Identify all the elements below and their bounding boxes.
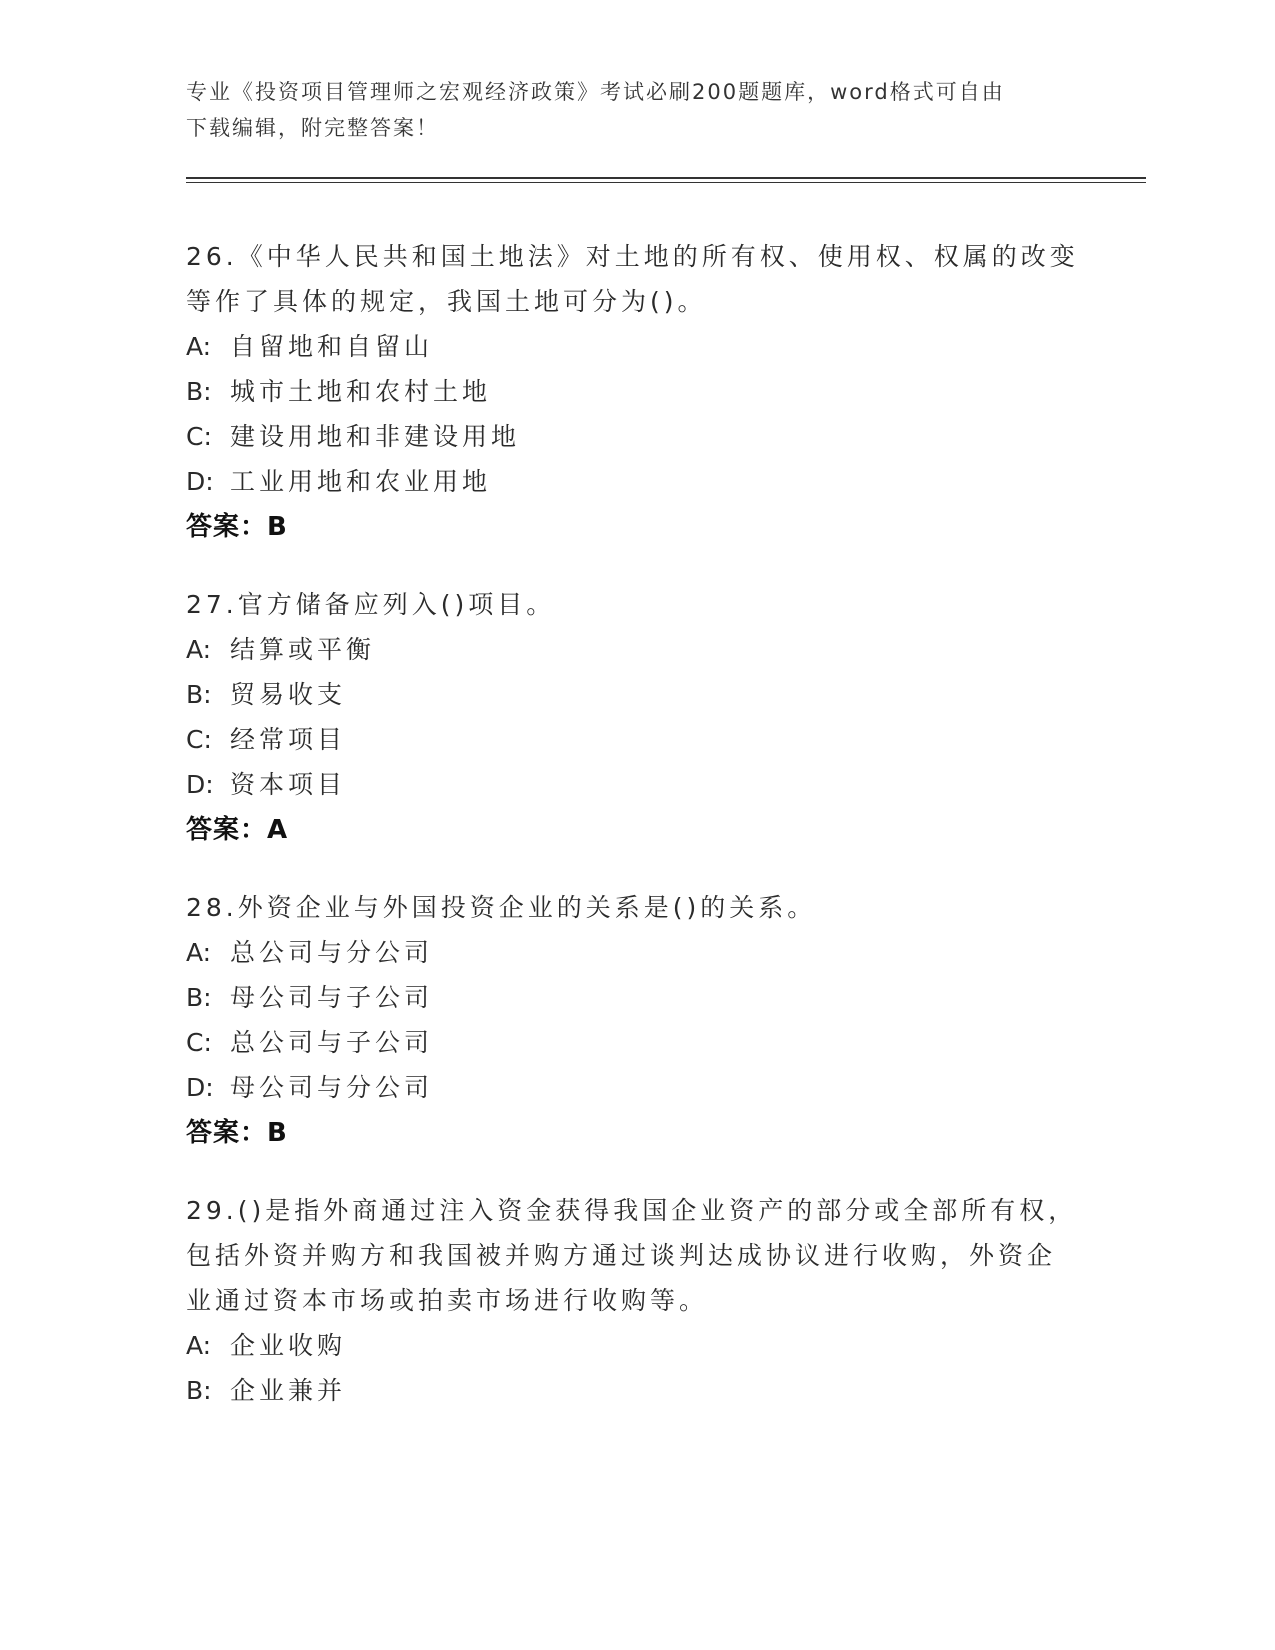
option-a <box>186 930 1086 975</box>
question-27 <box>186 582 1086 853</box>
option-text: 企业收购 <box>230 1331 347 1360</box>
option-b <box>186 672 1086 717</box>
question-28 <box>186 885 1086 1156</box>
option-text: 经常项目 <box>230 725 347 754</box>
option-d <box>186 1065 1086 1110</box>
option-b <box>186 1368 1086 1413</box>
option-text: 自留地和自留山 <box>230 332 434 361</box>
stem-line: 等作了具体的规定，我国土地可分为()。 <box>186 287 707 316</box>
question-26 <box>186 234 1086 550</box>
option-a <box>186 627 1086 672</box>
question-stem <box>186 885 1086 930</box>
stem-line: 28.外资企业与外国投资企业的关系是()的关系。 <box>186 893 817 922</box>
answer: 答案：A <box>186 815 289 845</box>
option-label: D: <box>186 770 214 799</box>
option-label: C: <box>186 422 212 451</box>
stem-line: 包括外资并购方和我国被并购方通过谈判达成协议进行收购，外资企 <box>186 1241 1057 1270</box>
option-text: 企业兼并 <box>230 1376 347 1405</box>
option-label: D: <box>186 1073 214 1102</box>
option-label: B: <box>186 377 212 406</box>
option-text: 母公司与分公司 <box>230 1073 434 1102</box>
option-text: 贸易收支 <box>230 680 347 709</box>
option-label: D: <box>186 467 214 496</box>
option-text: 母公司与子公司 <box>230 983 434 1012</box>
option-label: B: <box>186 1376 212 1405</box>
stem-line: 27.官方储备应列入()项目。 <box>186 590 556 619</box>
answer: 答案：B <box>186 512 288 542</box>
option-text: 总公司与分公司 <box>230 938 434 967</box>
option-d <box>186 459 1086 504</box>
question-stem <box>186 582 1086 627</box>
option-text: 城市土地和农村土地 <box>230 377 492 406</box>
option-d <box>186 762 1086 807</box>
option-c <box>186 717 1086 762</box>
option-label: A: <box>186 332 212 361</box>
stem-line: 业通过资本市场或拍卖市场进行收购等。 <box>186 1286 709 1315</box>
document-header <box>186 74 1086 146</box>
question-29 <box>186 1188 1086 1413</box>
header-line-2: 下载编辑，附完整答案！ <box>186 116 439 140</box>
option-label: A: <box>186 1331 212 1360</box>
option-label: A: <box>186 938 212 967</box>
option-a <box>186 324 1086 369</box>
question-stem <box>186 234 1086 324</box>
option-c <box>186 414 1086 459</box>
option-text: 建设用地和非建设用地 <box>230 422 521 451</box>
option-label: B: <box>186 983 212 1012</box>
answer: 答案：B <box>186 1118 288 1148</box>
header-line-1: 专业《投资项目管理师之宏观经济政策》考试必刷200题题库，word格式可自由 <box>186 80 1005 104</box>
option-text: 资本项目 <box>230 770 347 799</box>
option-label: B: <box>186 680 212 709</box>
option-label: C: <box>186 725 212 754</box>
option-text: 总公司与子公司 <box>230 1028 434 1057</box>
option-c <box>186 1020 1086 1065</box>
stem-line: 26.《中华人民共和国土地法》对土地的所有权、使用权、权属的改变 <box>186 242 1079 271</box>
option-label: C: <box>186 1028 212 1057</box>
option-b <box>186 369 1086 414</box>
option-text: 工业用地和农业用地 <box>230 467 492 496</box>
option-text: 结算或平衡 <box>230 635 376 664</box>
option-b <box>186 975 1086 1020</box>
option-label: A: <box>186 635 212 664</box>
header-divider-thin <box>186 182 1146 183</box>
questions-list <box>186 234 1086 1445</box>
question-stem <box>186 1188 1086 1323</box>
header-divider-thick <box>186 177 1146 179</box>
option-a <box>186 1323 1086 1368</box>
stem-line: 29.()是指外商通过注入资金获得我国企业资产的部分或全部所有权， <box>186 1196 1078 1225</box>
